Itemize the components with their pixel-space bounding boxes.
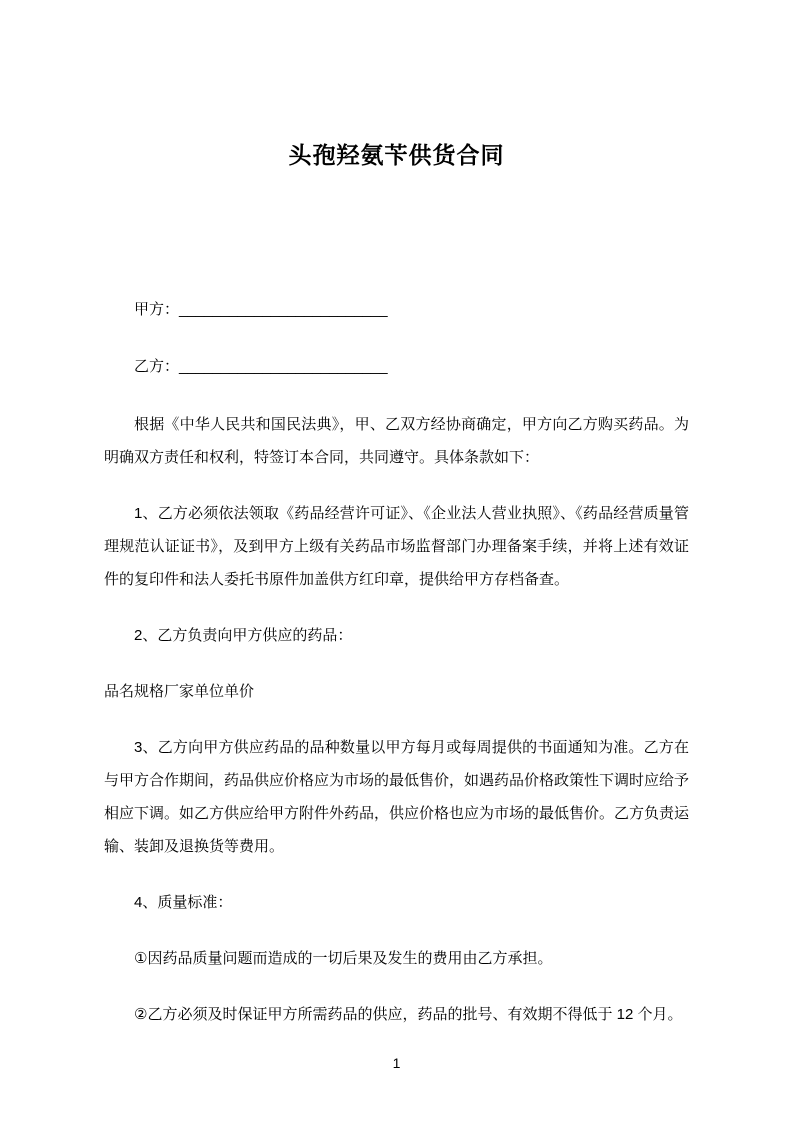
party-b-blank-field: _________________________ [179,358,388,375]
document-title: 头孢羟氨苄供货合同 [288,142,505,168]
paragraph-preamble: 根据《中华人民共和国民法典》，甲、乙双方经协商确定，甲方向乙方购买药品。为明确双方责任和权利，特签订本合同，共同遵守。具体条款如下： [104,416,689,466]
party-a-label: 甲方： [134,301,180,318]
party-a-blank-field: _________________________ [179,301,388,318]
party-b-label: 乙方： [134,358,180,375]
paragraph-product-columns: 品名规格厂家单位单价 [104,683,255,700]
paragraph-clause-2: 2、乙方负责向甲方供应的药品： [134,627,353,644]
paragraph-clause-4-item-1: ①因药品质量问题而造成的一切后果及发生的费用由乙方承担。 [134,950,553,967]
paragraph-clause-4: 4、质量标准： [134,894,233,911]
party-section [104,294,689,382]
page-number: 1 [392,1055,401,1071]
paragraph-clause-3: 3、乙方向甲方供应药品的品种数量以甲方每月或每周提供的书面通知为准。乙方在与甲方合作期间，药品供应价格应为市场的最低售价，如遇药品价格政策性下调时应给予相应下调。如乙方供应给甲方附件外药品，供应价格也应为市场的最低售价。乙方负责运输、装卸及退换货等费用。 [104,739,690,855]
party-b-line [104,351,689,382]
contract-body [104,408,689,1031]
paragraph-clause-1: 1、乙方必须依法领取《药品经营许可证》、《企业法人营业执照》、《药品经营质量管理规范认证证书》，及到甲方上级有关药品市场监督部门办理备案手续，并将上述有效证件的复印件和法人委托书原件加盖供方红印章，提供给甲方存档备查。 [104,505,689,588]
paragraph-clause-4-item-2: ②乙方必须及时保证甲方所需药品的供应，药品的批号、有效期不得低于 12 个月。 [134,1006,683,1023]
party-a-line [104,294,689,325]
